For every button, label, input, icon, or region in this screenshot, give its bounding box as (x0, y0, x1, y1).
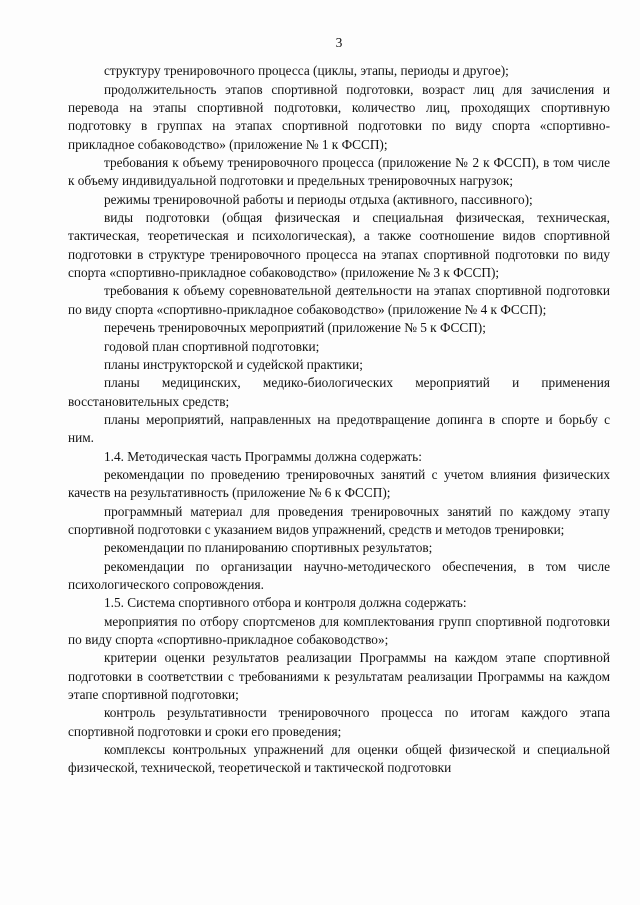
paragraph: планы медицинских, медико-биологических мероприятий и применения восстановительных средств; (68, 375, 610, 409)
paragraph: виды подготовки (общая физическая и специальная физическая, техническая, тактическая, теоретическая и психологическая), а также соотношение видов спортивной подготовки в структуре тренировочного процесса на этапах спортивной подготовки по виду спорта «спортивно-прикладное собаководство» (приложение № 3 к ФССП); (68, 210, 610, 281)
paragraph: комплексы контрольных упражнений для оценки общей физической и специальной физической, технической, теоретической и тактической подготовки (68, 742, 610, 776)
paragraph: перечень тренировочных мероприятий (приложение № 5 к ФССП); (104, 320, 486, 336)
paragraph: рекомендации по планированию спортивных результатов; (104, 540, 433, 556)
paragraph: требования к объему тренировочного процесса (приложение № 2 к ФССП), в том числе к объему индивидуальной подготовки и предельных тренировочных нагрузок; (68, 155, 610, 189)
section-heading: 1.5. Система спортивного отбора и контроля должна содержать: (104, 595, 467, 611)
paragraph: требования к объему соревновательной деятельности на этапах спортивной подготовки по виду спорта «спортивно-прикладное собаководство» (приложение № 4 к ФССП); (68, 283, 610, 317)
paragraph: критерии оценки результатов реализации Программы на каждом этапе спортивной подготовки в соответствии с требованиями к результатам реализации Программы на каждом этапе спортивной подготовки; (68, 650, 610, 703)
paragraph: режимы тренировочной работы и периоды отдыха (активного, пассивного); (104, 191, 533, 207)
paragraph: контроль результативности тренировочного процесса по итогам каждого этапа спортивной подготовки и сроки его проведения; (68, 705, 610, 739)
paragraph: рекомендации по организации научно-методического обеспечения, в том числе психологического сопровождения. (68, 558, 610, 592)
document-body (68, 62, 610, 777)
paragraph: рекомендации по проведению тренировочных занятий с учетом влияния физических качеств на результативность (приложение № 6 к ФССП); (68, 466, 610, 501)
paragraph: продолжительность этапов спортивной подготовки, возраст лиц для зачисления и перевода на этапы спортивной подготовки, количество лиц, проходящих спортивную подготовку в группах на этапах спортивной подготовки по виду спорта «спортивно-прикладное собаководство» (приложение № 1 к ФССП); (68, 81, 610, 152)
paragraph: планы инструкторской и судейской практики; (104, 356, 363, 372)
paragraph: программный материал для проведения тренировочных занятий по каждому этапу спортивной подготовки с указанием видов упражнений, средств и методов тренировки; (68, 503, 610, 537)
paragraph: годовой план спортивной подготовки; (104, 338, 320, 354)
section-heading: 1.4. Методическая часть Программы должна содержать: (104, 448, 422, 464)
paragraph: планы мероприятий, направленных на предотвращение допинга в спорте и борьбу с ним. (68, 411, 610, 446)
paragraph: мероприятия по отбору спортсменов для комплектования групп спортивной подготовки по виду спорта «спортивно-прикладное собаководство»; (68, 613, 610, 647)
page-number: 3 (335, 35, 343, 50)
paragraph: структуру тренировочного процесса (циклы, этапы, периоды и другое); (104, 63, 509, 79)
